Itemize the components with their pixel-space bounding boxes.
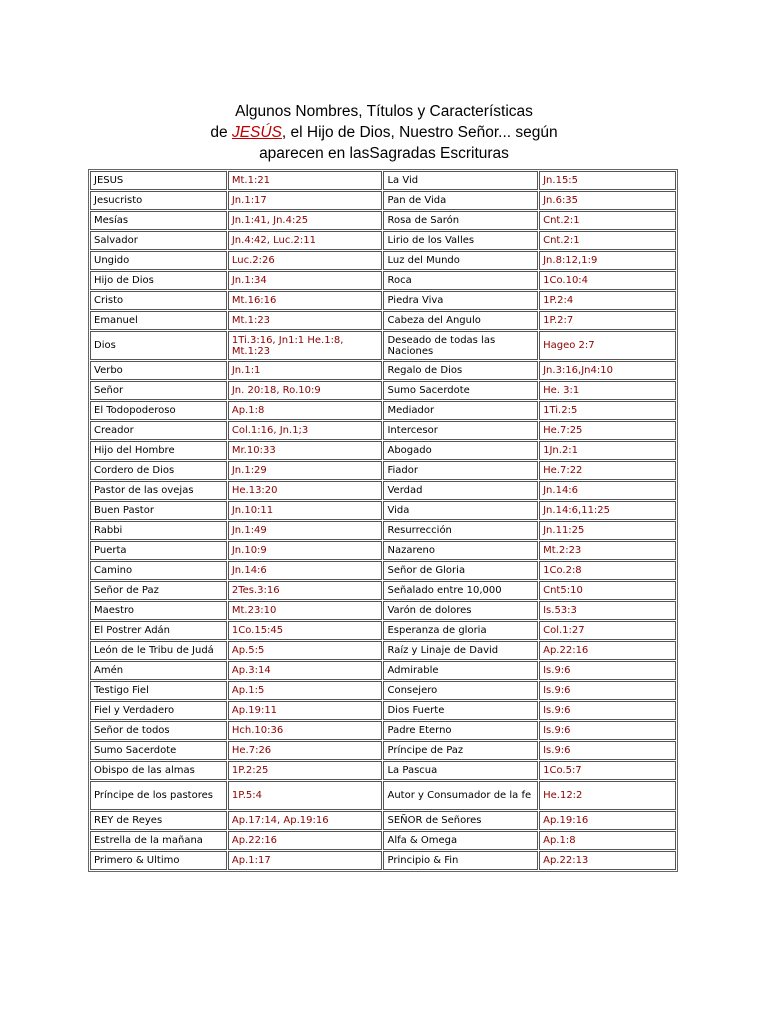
table-row [90, 421, 676, 440]
name-cell: Dios [90, 331, 227, 360]
reference-cell: Jn.6:35 [539, 191, 676, 210]
table-row [90, 641, 676, 660]
name-cell: Intercesor [383, 421, 538, 440]
title-jesus-link[interactable]: JESÚS [231, 124, 282, 141]
table-row [90, 501, 676, 520]
reference-cell: Ap.22:13 [539, 851, 676, 870]
reference-cell: 1P.2:4 [539, 291, 676, 310]
name-cell: Sumo Sacerdote [383, 381, 538, 400]
name-cell: Señor [90, 381, 227, 400]
name-cell: León de le Tribu de Judá [90, 641, 227, 660]
table-row [90, 271, 676, 290]
name-cell: Varón de dolores [383, 601, 538, 620]
reference-cell: He.13:20 [228, 481, 383, 500]
reference-cell: He. 3:1 [539, 381, 676, 400]
name-cell: Creador [90, 421, 227, 440]
name-cell: Buen Pastor [90, 501, 227, 520]
name-cell: El Todopoderoso [90, 401, 227, 420]
reference-cell: Jn.1:49 [228, 521, 383, 540]
reference-cell: Jn.14:6 [539, 481, 676, 500]
reference-cell: Mt.1:21 [228, 171, 383, 190]
reference-cell: He.7:22 [539, 461, 676, 480]
name-cell: Mesías [90, 211, 227, 230]
table-row [90, 211, 676, 230]
reference-cell: 1Ti.3:16, Jn1:1 He.1:8, Mt.1:23 [228, 331, 383, 360]
reference-cell: 1Jn.2:1 [539, 441, 676, 460]
reference-cell: Jn.1:17 [228, 191, 383, 210]
table-row [90, 681, 676, 700]
name-cell: Abogado [383, 441, 538, 460]
table-row [90, 831, 676, 850]
name-cell: REY de Reyes [90, 811, 227, 830]
reference-cell: Hch.10:36 [228, 721, 383, 740]
names-table [88, 169, 678, 872]
reference-cell: Is.9:6 [539, 741, 676, 760]
reference-cell: 1P.2:7 [539, 311, 676, 330]
reference-cell: Cnt.2:1 [539, 211, 676, 230]
name-cell: Emanuel [90, 311, 227, 330]
name-cell: Príncipe de Paz [383, 741, 538, 760]
reference-cell: He.7:25 [539, 421, 676, 440]
reference-cell: Jn.4:42, Luc.2:11 [228, 231, 383, 250]
table-row [90, 381, 676, 400]
name-cell: Mediador [383, 401, 538, 420]
name-cell: Señor de Paz [90, 581, 227, 600]
name-cell: Padre Eterno [383, 721, 538, 740]
table-row [90, 661, 676, 680]
reference-cell: 1Co.5:7 [539, 761, 676, 780]
reference-cell: Cnt.2:1 [539, 231, 676, 250]
reference-cell: Jn.1:41, Jn.4:25 [228, 211, 383, 230]
table-row [90, 231, 676, 250]
name-cell: Cristo [90, 291, 227, 310]
name-cell: Luz del Mundo [383, 251, 538, 270]
reference-cell: Ap.3:14 [228, 661, 383, 680]
table-row [90, 761, 676, 780]
table-row [90, 291, 676, 310]
name-cell: Principio & Fin [383, 851, 538, 870]
name-cell: Hijo de Dios [90, 271, 227, 290]
name-cell: Raíz y Linaje de David [383, 641, 538, 660]
title-line-2-prefix: de [210, 124, 232, 141]
name-cell: JESUS [90, 171, 227, 190]
reference-cell: Mt.16:16 [228, 291, 383, 310]
name-cell: Esperanza de gloria [383, 621, 538, 640]
name-cell: Estrella de la mañana [90, 831, 227, 850]
page-title [0, 101, 768, 164]
name-cell: Príncipe de los pastores [90, 781, 227, 810]
reference-cell: Cnt5:10 [539, 581, 676, 600]
name-cell: Señor de todos [90, 721, 227, 740]
name-cell: Maestro [90, 601, 227, 620]
table-row [90, 461, 676, 480]
name-cell: Autor y Consumador de la fe [383, 781, 538, 810]
title-line-1: Algunos Nombres, Títulos y Características [235, 103, 533, 120]
reference-cell: Jn.1:34 [228, 271, 383, 290]
reference-cell: Ap.1:17 [228, 851, 383, 870]
reference-cell: Jn.10:11 [228, 501, 383, 520]
name-cell: Testigo Fiel [90, 681, 227, 700]
reference-cell: Hageo 2:7 [539, 331, 676, 360]
reference-cell: Is.9:6 [539, 681, 676, 700]
table-row [90, 741, 676, 760]
name-cell: La Pascua [383, 761, 538, 780]
reference-cell: 1P.2:25 [228, 761, 383, 780]
reference-cell: Is.9:6 [539, 721, 676, 740]
title-line-3: aparecen en lasSagradas Escrituras [259, 145, 509, 162]
reference-cell: Jn.15:5 [539, 171, 676, 190]
table-row [90, 811, 676, 830]
reference-cell: Ap.5:5 [228, 641, 383, 660]
table-row [90, 601, 676, 620]
name-cell: Fiel y Verdadero [90, 701, 227, 720]
reference-cell: Ap.1:5 [228, 681, 383, 700]
name-cell: Obispo de las almas [90, 761, 227, 780]
table-row [90, 441, 676, 460]
reference-cell: Ap.1:8 [539, 831, 676, 850]
reference-cell: He.7:26 [228, 741, 383, 760]
reference-cell: 1Co.2:8 [539, 561, 676, 580]
name-cell: Sumo Sacerdote [90, 741, 227, 760]
table-row [90, 191, 676, 210]
reference-cell: Ap.17:14, Ap.19:16 [228, 811, 383, 830]
name-cell: Fiador [383, 461, 538, 480]
table-row [90, 171, 676, 190]
reference-cell: Jn.3:16,Jn4:10 [539, 361, 676, 380]
name-cell: Hijo del Hombre [90, 441, 227, 460]
name-cell: Admirable [383, 661, 538, 680]
names-table-body [90, 171, 676, 870]
name-cell: Puerta [90, 541, 227, 560]
table-row [90, 781, 676, 810]
name-cell: Vida [383, 501, 538, 520]
name-cell: Rosa de Sarón [383, 211, 538, 230]
title-line-2-suffix: , el Hijo de Dios, Nuestro Señor... según [281, 124, 558, 141]
title-line-2 [0, 122, 768, 143]
reference-cell: Is.53:3 [539, 601, 676, 620]
reference-cell: 1Co.15:45 [228, 621, 383, 640]
name-cell: Cordero de Dios [90, 461, 227, 480]
name-cell: Nazareno [383, 541, 538, 560]
reference-cell: Ap.22:16 [539, 641, 676, 660]
table-row [90, 561, 676, 580]
name-cell: Resurrección [383, 521, 538, 540]
reference-cell: Jn.1:29 [228, 461, 383, 480]
name-cell: Alfa & Omega [383, 831, 538, 850]
reference-cell: 1P.5:4 [228, 781, 383, 810]
name-cell: Jesucristo [90, 191, 227, 210]
reference-cell: Mt.23:10 [228, 601, 383, 620]
name-cell: Lirio de los Valles [383, 231, 538, 250]
reference-cell: Is.9:6 [539, 661, 676, 680]
table-row [90, 621, 676, 640]
name-cell: Salvador [90, 231, 227, 250]
name-cell: La Vid [383, 171, 538, 190]
reference-cell: Col.1:27 [539, 621, 676, 640]
name-cell: Camino [90, 561, 227, 580]
name-cell: Deseado de todas las Naciones [383, 331, 538, 360]
reference-cell: 1Ti.2:5 [539, 401, 676, 420]
name-cell: Cabeza del Angulo [383, 311, 538, 330]
name-cell: Roca [383, 271, 538, 290]
name-cell: Consejero [383, 681, 538, 700]
name-cell: Verbo [90, 361, 227, 380]
name-cell: Amén [90, 661, 227, 680]
table-row [90, 331, 676, 360]
table-row [90, 701, 676, 720]
table-row [90, 581, 676, 600]
reference-cell: He.12:2 [539, 781, 676, 810]
reference-cell: Ap.1:8 [228, 401, 383, 420]
reference-cell: 2Tes.3:16 [228, 581, 383, 600]
name-cell: Ungido [90, 251, 227, 270]
reference-cell: Jn.1:1 [228, 361, 383, 380]
reference-cell: Jn.11:25 [539, 521, 676, 540]
name-cell: Pan de Vida [383, 191, 538, 210]
reference-cell: Jn.14:6 [228, 561, 383, 580]
name-cell: Regalo de Dios [383, 361, 538, 380]
table-row [90, 851, 676, 870]
reference-cell: Mt.1:23 [228, 311, 383, 330]
reference-cell: Jn.10:9 [228, 541, 383, 560]
name-cell: Dios Fuerte [383, 701, 538, 720]
reference-cell: Ap.22:16 [228, 831, 383, 850]
name-cell: El Postrer Adán [90, 621, 227, 640]
table-row [90, 251, 676, 270]
table-row [90, 481, 676, 500]
table-row [90, 311, 676, 330]
reference-cell: Ap.19:11 [228, 701, 383, 720]
reference-cell: Luc.2:26 [228, 251, 383, 270]
table-row [90, 541, 676, 560]
reference-cell: 1Co.10:4 [539, 271, 676, 290]
name-cell: Señor de Gloria [383, 561, 538, 580]
reference-cell: Jn. 20:18, Ro.10:9 [228, 381, 383, 400]
name-cell: Piedra Viva [383, 291, 538, 310]
table-row [90, 721, 676, 740]
name-cell: Primero & Ultimo [90, 851, 227, 870]
name-cell: Pastor de las ovejas [90, 481, 227, 500]
reference-cell: Mr.10:33 [228, 441, 383, 460]
table-row [90, 521, 676, 540]
table-row [90, 361, 676, 380]
reference-cell: Mt.2:23 [539, 541, 676, 560]
name-cell: SEÑOR de Señores [383, 811, 538, 830]
reference-cell: Ap.19:16 [539, 811, 676, 830]
name-cell: Rabbi [90, 521, 227, 540]
name-cell: Señalado entre 10,000 [383, 581, 538, 600]
reference-cell: Is.9:6 [539, 701, 676, 720]
table-row [90, 401, 676, 420]
reference-cell: Jn.14:6,11:25 [539, 501, 676, 520]
reference-cell: Jn.8:12,1:9 [539, 251, 676, 270]
name-cell: Verdad [383, 481, 538, 500]
reference-cell: Col.1:16, Jn.1;3 [228, 421, 383, 440]
